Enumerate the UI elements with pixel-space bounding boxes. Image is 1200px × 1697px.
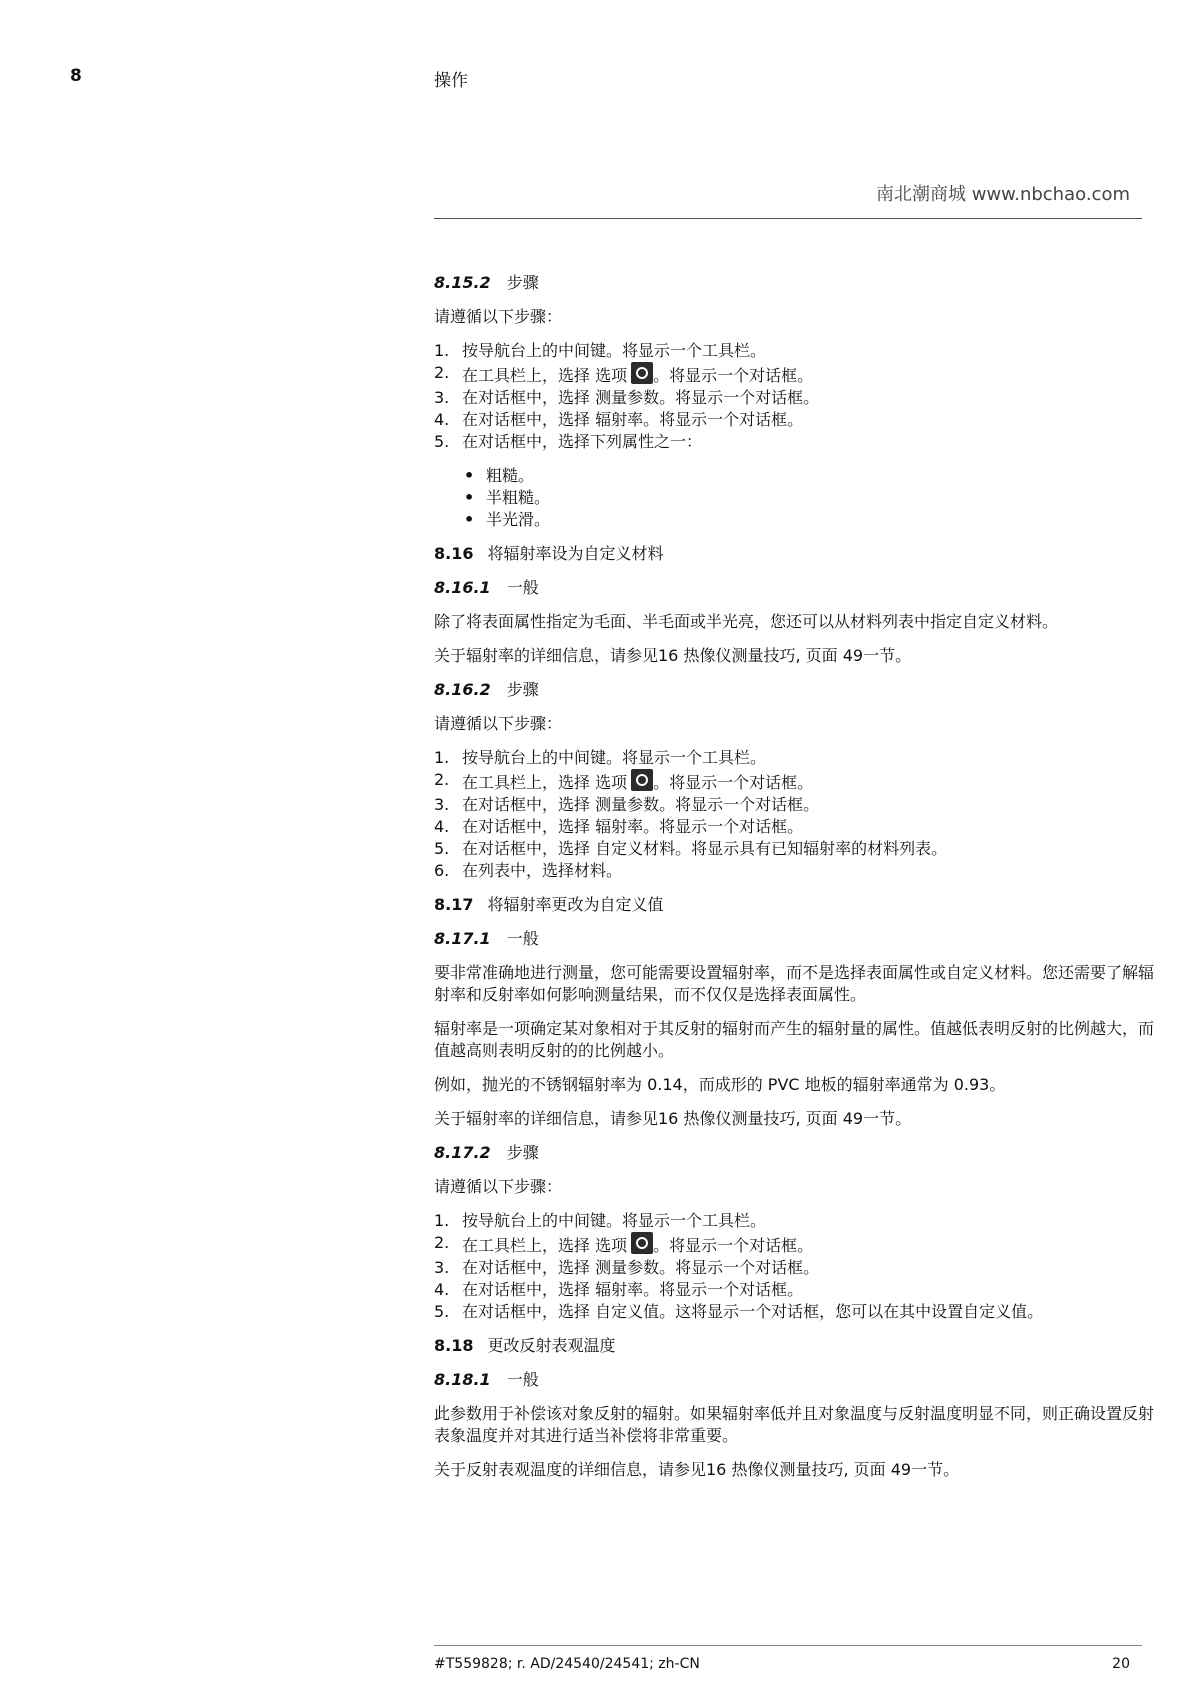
section-heading-8-18: 8.18 更改反射表观温度	[434, 1336, 616, 1355]
list-item: 4. 在对话框中，选择 辐射率。将显示一个对话框。	[434, 817, 804, 836]
gear-icon	[631, 362, 653, 384]
paragraph: 辐射率是一项确定某对象相对于其反射的辐射而产生的辐射量的属性。值越低表明反射的比例越大，而值越高则表明反射的的比例越小。	[434, 1019, 1155, 1060]
paragraph: 此参数用于补偿该对象反射的辐射。如果辐射率低并且对象温度与反射温度明显不同，则正确设置反射表象温度并对其进行适当补偿将非常重要。	[434, 1404, 1155, 1445]
list-item: 1. 按导航台上的中间键。将显示一个工具栏。	[434, 1211, 767, 1230]
page-number: 20	[1112, 1656, 1130, 1672]
list-item: 6. 在列表中，选择材料。	[434, 861, 623, 880]
footer-divider	[434, 1645, 1142, 1646]
section-heading-8-16-1: 8.16.1 一般	[434, 578, 539, 597]
paragraph: 关于辐射率的详细信息，请参见16 热像仪测量技巧, 页面 49一节。	[434, 646, 912, 665]
paragraph: 请遵循以下步骤：	[434, 1177, 563, 1196]
paragraph: 关于反射表观温度的详细信息，请参见16 热像仪测量技巧, 页面 49一节。	[434, 1460, 960, 1479]
list-item: 5. 在对话框中，选择 自定义值。这将显示一个对话框，您可以在其中设置自定义值。	[434, 1302, 1044, 1321]
list-item: 2. 在工具栏上，选择 选项 。将显示一个对话框。	[434, 1233, 814, 1255]
bullet-item: • 半光滑。	[464, 509, 1154, 531]
list-item: 2. 在工具栏上，选择 选项 。将显示一个对话框。	[434, 363, 814, 385]
bullet-item: • 半粗糙。	[464, 487, 1154, 509]
paragraph: 请遵循以下步骤：	[434, 307, 563, 326]
list-item: 3. 在对话框中，选择 测量参数。将显示一个对话框。	[434, 795, 820, 814]
paragraph: 要非常准确地进行测量，您可能需要设置辐射率，而不是选择表面属性或自定义材料。您还需要了解辐射率和反射率如何影响测量结果，而不仅仅是选择表面属性。	[434, 963, 1155, 1004]
main-content	[434, 262, 1154, 1493]
section-heading-8-18-1: 8.18.1 一般	[434, 1370, 539, 1389]
paragraph: 请遵循以下步骤：	[434, 714, 563, 733]
list-item: 1. 按导航台上的中间键。将显示一个工具栏。	[434, 341, 767, 360]
list-item: 5. 在对话框中，选择 自定义材料。将显示具有已知辐射率的材料列表。	[434, 839, 948, 858]
list-item: 4. 在对话框中，选择 辐射率。将显示一个对话框。	[434, 410, 804, 429]
list-item: 4. 在对话框中，选择 辐射率。将显示一个对话框。	[434, 1280, 804, 1299]
paragraph: 关于辐射率的详细信息，请参见16 热像仪测量技巧, 页面 49一节。	[434, 1109, 912, 1128]
gear-icon	[631, 769, 653, 791]
header-divider	[434, 218, 1142, 219]
document-reference: #T559828; r. AD/24540/24541; zh-CN	[434, 1656, 700, 1672]
list-item: 2. 在工具栏上，选择 选项 。将显示一个对话框。	[434, 770, 814, 792]
steps-list-8-17-2	[434, 1210, 1154, 1323]
section-heading-8-17-2: 8.17.2 步骤	[434, 1143, 539, 1162]
paragraph: 除了将表面属性指定为毛面、半毛面或半光亮，您还可以从材料列表中指定自定义材料。	[434, 612, 1059, 631]
section-heading-8-16: 8.16 将辐射率设为自定义材料	[434, 544, 664, 563]
list-item: 5. 在对话框中，选择下列属性之一：	[434, 432, 703, 451]
paragraph: 例如，抛光的不锈钢辐射率为 0.14，而成形的 PVC 地板的辐射率通常为 0.93。	[434, 1075, 1006, 1094]
watermark: 南北潮商城 www.nbchao.com	[876, 184, 1130, 205]
section-heading-8-17: 8.17 将辐射率更改为自定义值	[434, 895, 664, 914]
section-heading-8-17-1: 8.17.1 一般	[434, 929, 539, 948]
list-item: 3. 在对话框中，选择 测量参数。将显示一个对话框。	[434, 1258, 820, 1277]
chapter-title: 操作	[434, 71, 468, 91]
bullet-list	[464, 465, 1154, 531]
bullet-item: • 粗糙。	[464, 465, 1154, 487]
section-heading-8-15-2: 8.15.2 步骤	[434, 273, 539, 292]
section-heading-8-16-2: 8.16.2 步骤	[434, 680, 539, 699]
steps-list-8-16-2	[434, 747, 1154, 882]
gear-icon	[631, 1232, 653, 1254]
chapter-number: 8	[70, 66, 82, 86]
list-item: 1. 按导航台上的中间键。将显示一个工具栏。	[434, 748, 767, 767]
list-item: 3. 在对话框中，选择 测量参数。将显示一个对话框。	[434, 388, 820, 407]
steps-list-8-15-2	[434, 340, 1154, 453]
